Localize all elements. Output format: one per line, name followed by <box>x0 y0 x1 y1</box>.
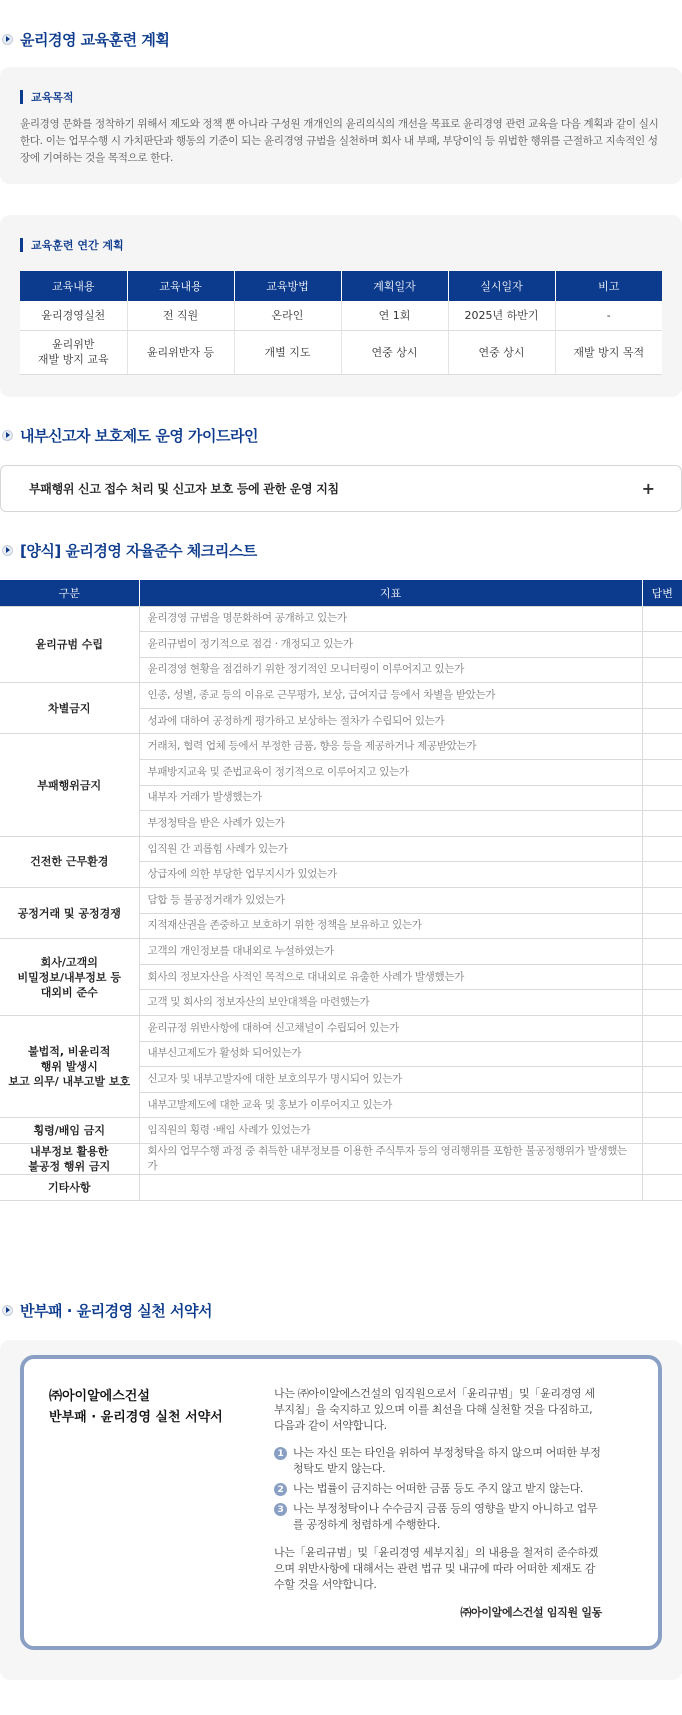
pledge-closing: 나는「윤리규범」및「윤리경영 세부지침」의 내용을 철저히 준수하겠으며 위반사항에 대해서는 관련 법규 및 내규에 따라 어떠한 제재도 감수할 것을 서약합니다. <box>274 1546 599 1591</box>
pledge-intro: 나는 ㈜아이알에스건설의 임직원으로서「윤리규범」및「윤리경영 세부지침」을 숙지하고 있으며 이를 최선을 다해 실천할 것을 다짐하고, 다음과 같이 서약합니다. <box>274 1387 595 1432</box>
answer-cell[interactable] <box>642 708 682 734</box>
answer-cell[interactable] <box>642 888 682 914</box>
purpose-text: 윤리경영 문화를 정착하기 위해서 제도와 정책 뿐 아니라 구성원 개개인의 윤리의식의 개선을 목표로 윤리경영 관련 교육을 다음 계획과 같이 실시한다. 이는 업무수행 시 가치판단과 행동의 기준이 되는 윤리경영 규범을 실천하며 회사 내 부패, 부당이익 등 위법한 행위를 근절하고 지속적인 성장에 기여하는 것을 목적으로 한다. <box>20 118 659 164</box>
answer-cell[interactable] <box>642 913 682 939</box>
section-title: 윤리경영 교육훈련 계획 <box>0 28 682 50</box>
arrow-bullet-icon <box>2 430 13 441</box>
answer-cell[interactable] <box>642 964 682 990</box>
arrow-bullet-icon <box>2 34 13 45</box>
pledge-item <box>274 1501 602 1533</box>
section-title: 반부패 · 윤리경영 실천 서약서 <box>0 1299 682 1321</box>
table-row <box>0 1143 682 1174</box>
guideline-accordion[interactable] <box>0 465 682 512</box>
pledge-item-text: 나는 법률이 금지하는 어떠한 금품 등도 주지 않고 받지 않는다. <box>293 1482 584 1495</box>
number-badge-icon: 1 <box>274 1447 287 1460</box>
purpose-subtitle: 교육목적 <box>20 89 662 105</box>
checklist-category: 불법적, 비윤리적 행위 발생시 보고 의무/ 내부고발 보호 <box>0 1016 139 1118</box>
checklist-category: 윤리규범 수립 <box>0 606 139 683</box>
plan-cell: 윤리경영실천 <box>20 301 127 330</box>
checklist-indicator: 윤리경영 현황을 점검하기 위한 정기적인 모니터링이 이루어지고 있는가 <box>139 657 642 683</box>
pledge-signature: ㈜아이알에스건설 임직원 일동 <box>460 1606 602 1619</box>
table-row <box>0 939 682 965</box>
checklist-indicator: 담합 등 불공정거래가 있었는가 <box>139 888 642 914</box>
checklist-header-cell: 답변 <box>642 580 682 606</box>
plan-header-cell: 비고 <box>555 271 662 301</box>
purpose-box <box>0 67 682 184</box>
checklist-indicator: 내부고발제도에 대한 교육 및 홍보가 이루어지고 있는가 <box>139 1092 642 1118</box>
answer-cell[interactable] <box>642 1016 682 1042</box>
answer-cell[interactable] <box>642 811 682 837</box>
checklist-indicator: 회사의 정보자산을 사적인 목적으로 대내외로 유출한 사례가 발생했는가 <box>139 964 642 990</box>
plan-header-cell: 실시일자 <box>448 271 555 301</box>
plan-cell: 연중 상시 <box>341 330 448 374</box>
pledge-card <box>20 1355 662 1650</box>
arrow-bullet-icon <box>2 1305 13 1316</box>
checklist-category: 내부정보 활용한 불공정 행위 금지 <box>0 1143 139 1174</box>
checklist-indicator: 윤리규범이 정기적으로 점검 · 개정되고 있는가 <box>139 632 642 658</box>
checklist-indicator: 상급자에 의한 부당한 업무지시가 있었는가 <box>139 862 642 888</box>
answer-cell[interactable] <box>642 606 682 632</box>
table-row <box>0 836 682 862</box>
checklist-category: 건전한 근무환경 <box>0 836 139 887</box>
pledge-doc-title: 반부패 · 윤리경영 실천 서약서 <box>49 1410 223 1425</box>
plan-cell: 윤리위반 재발 방지 교육 <box>20 330 127 374</box>
answer-cell[interactable] <box>642 1092 682 1118</box>
plan-table <box>20 271 662 375</box>
checklist-category: 기타사항 <box>0 1174 139 1200</box>
plan-box <box>0 215 682 397</box>
checklist-indicator: 신고자 및 내부고발자에 대한 보호의무가 명시되어 있는가 <box>139 1067 642 1093</box>
checklist-indicator: 내부자 거래가 발생했는가 <box>139 785 642 811</box>
table-row <box>0 888 682 914</box>
number-badge-icon: 2 <box>274 1483 287 1496</box>
table-row <box>0 606 682 632</box>
answer-cell[interactable] <box>642 785 682 811</box>
plan-header-cell: 교육내용 <box>127 271 234 301</box>
plan-cell: 전 직원 <box>127 301 234 330</box>
checklist-header-cell: 지표 <box>139 580 642 606</box>
checklist-indicator: 윤리경영 규범을 명문화하여 공개하고 있는가 <box>139 606 642 632</box>
answer-cell[interactable] <box>642 862 682 888</box>
accordion-label: 부패행위 신고 접수 처리 및 신고자 보호 등에 관한 운영 지침 <box>29 482 339 496</box>
answer-cell[interactable] <box>642 1174 682 1200</box>
checklist-indicator: 부정청탁을 받은 사례가 있는가 <box>139 811 642 837</box>
checklist-category: 공정거래 및 공정경쟁 <box>0 888 139 939</box>
section-title: 내부신고자 보호제도 운영 가이드라인 <box>0 424 682 446</box>
table-row <box>0 683 682 709</box>
checklist-category: 차별금지 <box>0 683 139 734</box>
plan-cell: 연중 상시 <box>448 330 555 374</box>
checklist-header <box>0 580 682 606</box>
plan-cell: 연 1회 <box>341 301 448 330</box>
pledge-item <box>274 1445 602 1477</box>
subtitle-bar <box>20 90 23 104</box>
plan-header-cell: 계획일자 <box>341 271 448 301</box>
checklist-indicator: 내부신고제도가 활성화 되어있는가 <box>139 1041 642 1067</box>
checklist-indicator: 인종, 성별, 종교 등의 이유로 근무평가, 보상, 급여지급 등에서 차별을 받았는가 <box>139 683 642 709</box>
checklist-category: 부패행위금지 <box>0 734 139 836</box>
checklist-indicator: 임직원 간 괴롭힘 사례가 있는가 <box>139 836 642 862</box>
checklist-indicator: 성과에 대하여 공정하게 평가하고 보상하는 절차가 수립되어 있는가 <box>139 708 642 734</box>
answer-cell[interactable] <box>642 760 682 786</box>
checklist-indicator: 고객 및 회사의 정보자산의 보안대책을 마련했는가 <box>139 990 642 1016</box>
checklist-table <box>0 580 682 1201</box>
answer-cell[interactable] <box>642 1067 682 1093</box>
number-badge-icon: 3 <box>274 1503 287 1516</box>
checklist-indicator: 부패방지교육 및 준법교육이 정기적으로 이루어지고 있는가 <box>139 760 642 786</box>
checklist-indicator: 지적재산권을 존중하고 보호하기 위한 정책을 보유하고 있는가 <box>139 913 642 939</box>
table-row <box>0 1118 682 1144</box>
answer-cell[interactable] <box>642 939 682 965</box>
answer-cell[interactable] <box>642 1143 682 1174</box>
answer-cell[interactable] <box>642 836 682 862</box>
plan-table-header <box>20 271 662 301</box>
section-whistleblower <box>0 424 682 446</box>
checklist-indicator: 거래처, 협력 업체 등에서 부정한 금품, 향응 등을 제공하거나 제공받았는가 <box>139 734 642 760</box>
table-row <box>0 1016 682 1042</box>
answer-cell[interactable] <box>642 683 682 709</box>
section-title: [양식] 윤리경영 자율준수 체크리스트 <box>0 539 682 561</box>
checklist-category: 회사/고객의 비밀정보/내부정보 등 대외비 준수 <box>0 939 139 1016</box>
plan-cell: 재발 방지 목적 <box>555 330 662 374</box>
pledge-item-text: 나는 부정청탁이나 수수금지 금품 등의 영향을 받지 아니하고 업무를 공정하게 청렴하게 수행한다. <box>293 1502 598 1531</box>
company-name: ㈜아이알에스건설 <box>49 1389 150 1404</box>
plan-cell: - <box>555 301 662 330</box>
plan-cell: 개별 지도 <box>234 330 341 374</box>
subtitle-bar <box>20 238 23 252</box>
section-checklist <box>0 539 682 561</box>
plan-cell: 윤리위반자 등 <box>127 330 234 374</box>
checklist-indicator: 회사의 업무수행 과정 중 취득한 내부정보를 이용한 주식투자 등의 영리행위를 포함한 불공정행위가 발생했는가 <box>139 1143 642 1174</box>
answer-cell[interactable] <box>642 657 682 683</box>
plan-header-cell: 교육내용 <box>20 271 127 301</box>
pledge-item <box>274 1481 602 1497</box>
pledge-item-text: 나는 자신 또는 타인을 위하여 부정청탁을 하지 않으며 어떠한 부정청탁도 받지 않는다. <box>293 1446 601 1475</box>
plus-icon[interactable]: + <box>641 479 655 498</box>
checklist-category: 횡령/배임 금지 <box>0 1118 139 1144</box>
checklist-header-cell: 구분 <box>0 580 139 606</box>
plan-cell: 2025년 하반기 <box>448 301 555 330</box>
checklist-indicator <box>139 1174 642 1200</box>
pledge-items <box>274 1445 602 1533</box>
section-pledge <box>0 1299 682 1321</box>
plan-cell: 온라인 <box>234 301 341 330</box>
plan-header-cell: 교육방법 <box>234 271 341 301</box>
answer-cell[interactable] <box>642 734 682 760</box>
checklist-indicator: 고객의 개인정보를 대내외로 누설하였는가 <box>139 939 642 965</box>
checklist-indicator: 윤리규정 위반사항에 대하여 신고채널이 수립되어 있는가 <box>139 1016 642 1042</box>
table-row <box>0 1174 682 1200</box>
pledge-heading <box>49 1386 223 1428</box>
checklist-indicator: 임직원의 횡령 ·배임 사례가 있었는가 <box>139 1118 642 1144</box>
table-row <box>20 301 662 330</box>
answer-cell[interactable] <box>642 990 682 1016</box>
section-ethics-training <box>0 28 682 50</box>
arrow-bullet-icon <box>2 545 13 556</box>
answer-cell[interactable] <box>642 632 682 658</box>
plan-subtitle: 교육훈련 연간 계획 <box>20 237 662 253</box>
pledge-body <box>274 1386 602 1621</box>
pledge-container <box>0 1340 682 1680</box>
answer-cell[interactable] <box>642 1118 682 1144</box>
table-row <box>20 330 662 374</box>
table-row <box>0 734 682 760</box>
answer-cell[interactable] <box>642 1041 682 1067</box>
